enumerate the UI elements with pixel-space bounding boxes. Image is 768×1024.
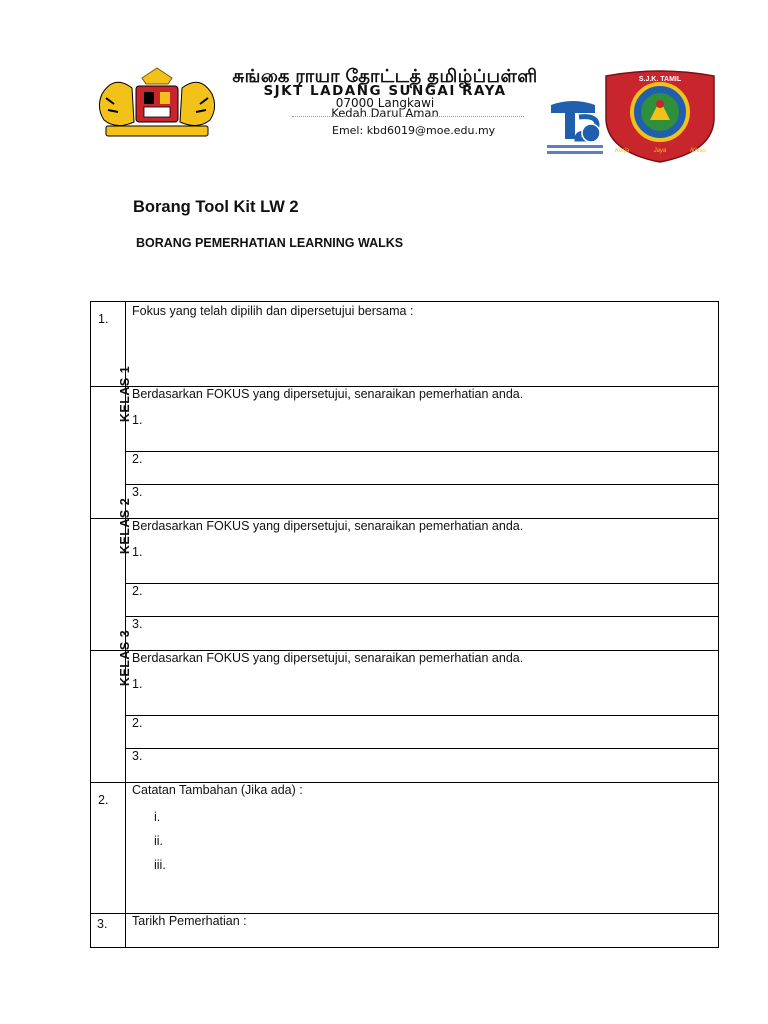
item-number: 2. [132,452,143,466]
school-name: SJKT LADANG SUNGAI RAYA [263,83,507,99]
school-state: Kedah Darul Aman [331,106,439,120]
observation-form-table [90,301,719,948]
class-2-item-row [91,617,719,651]
date-label: Tarikh Pemerhatian : [132,914,247,928]
shield-panel-shape [160,92,170,104]
letterhead [0,0,768,170]
class-2-observation-1-field[interactable] [126,519,719,584]
list-item: ii. [154,834,164,848]
shield-panel-shape [144,92,154,104]
observation-intro: Berdasarkan FOKUS yang dipersetujui, senaraikan pemerhatian anda. [132,651,524,665]
item-number: 3. [132,617,143,631]
item-number: 2. [132,716,143,730]
badge-motto-text: Jaya [653,148,667,154]
header-divider [292,116,524,117]
notes-label: Catatan Tambahan (Jika ada) : [132,783,303,797]
class-3-observation-1-field[interactable] [126,651,719,716]
class-3-intro-row [91,651,719,716]
date-row [91,914,719,948]
class-1-observation-2-field[interactable] [126,452,719,485]
national-crest-logo [92,64,222,142]
notes-list [154,810,712,882]
class-3-item-row [91,716,719,749]
school-badge-logo [600,68,720,164]
item-number: 2. [132,584,143,598]
class-3-label-cell [91,629,133,783]
motto-scroll-shape [106,126,208,136]
date-field[interactable] [126,914,719,948]
badge-motto-text: Kerja [614,148,630,154]
badge-motto-text: Ikhlas [690,148,706,154]
ts25-logo [543,95,607,157]
row-number: 2. [91,783,126,914]
class-1-label: KELAS 1 [118,365,133,423]
school-name-tamil: சுங்கை ராயா தோட்டத் தமிழ்ப்பள்ளி [232,66,538,86]
crescent-star-shape [142,68,172,84]
class-2-observation-3-field[interactable] [126,617,719,651]
observation-intro: Berdasarkan FOKUS yang dipersetujui, senaraikan pemerhatian anda. [132,519,524,533]
row-number: 1. [91,302,126,387]
ts-badge-circle [582,124,600,142]
row-number: 3. [91,914,126,948]
class-2-intro-row [91,519,719,584]
focus-label: Fokus yang telah dipilih dan dipersetujui bersama : [132,304,414,318]
school-email: Emel: kbd6019@moe.edu.my [332,124,496,137]
notes-row [91,783,719,914]
item-number: 3. [132,749,143,763]
class-2-label: KELAS 2 [118,497,133,555]
focus-row [91,302,719,387]
item-number: 1. [132,545,143,559]
notes-field[interactable] [126,783,719,914]
class-2-item-row [91,584,719,617]
form-subtitle: BORANG PEMERHATIAN LEARNING WALKS [136,236,404,250]
badge-flame-shape [656,100,664,108]
class-3-item-row [91,749,719,783]
list-item: iii. [154,858,166,872]
ts-caption-line [547,151,603,154]
class-3-label: KELAS 3 [118,629,133,687]
page-title: Borang Tool Kit LW 2 [133,198,299,216]
class-1-intro-row [91,387,719,452]
class-3-observation-3-field[interactable] [126,749,719,783]
item-number: 3. [132,485,143,499]
class-1-observation-3-field[interactable] [126,485,719,519]
tiger-right-shape [180,82,215,125]
class-3-observation-2-field[interactable] [126,716,719,749]
item-number: 1. [132,413,143,427]
class-1-observation-1-field[interactable] [126,387,719,452]
badge-title-text: S.J.K. TAMIL [638,76,682,83]
item-number: 1. [132,677,143,691]
class-2-observation-2-field[interactable] [126,584,719,617]
class-1-item-row [91,485,719,519]
ts-caption-line [547,145,603,148]
shield-panel-shape [144,107,170,117]
focus-field[interactable] [126,302,719,387]
school-postcode: 07000 Langkawi [335,96,435,110]
observation-intro: Berdasarkan FOKUS yang dipersetujui, senaraikan pemerhatian anda. [132,387,524,401]
tiger-left-shape [99,82,134,125]
class-1-item-row [91,452,719,485]
list-item: i. [154,810,161,824]
